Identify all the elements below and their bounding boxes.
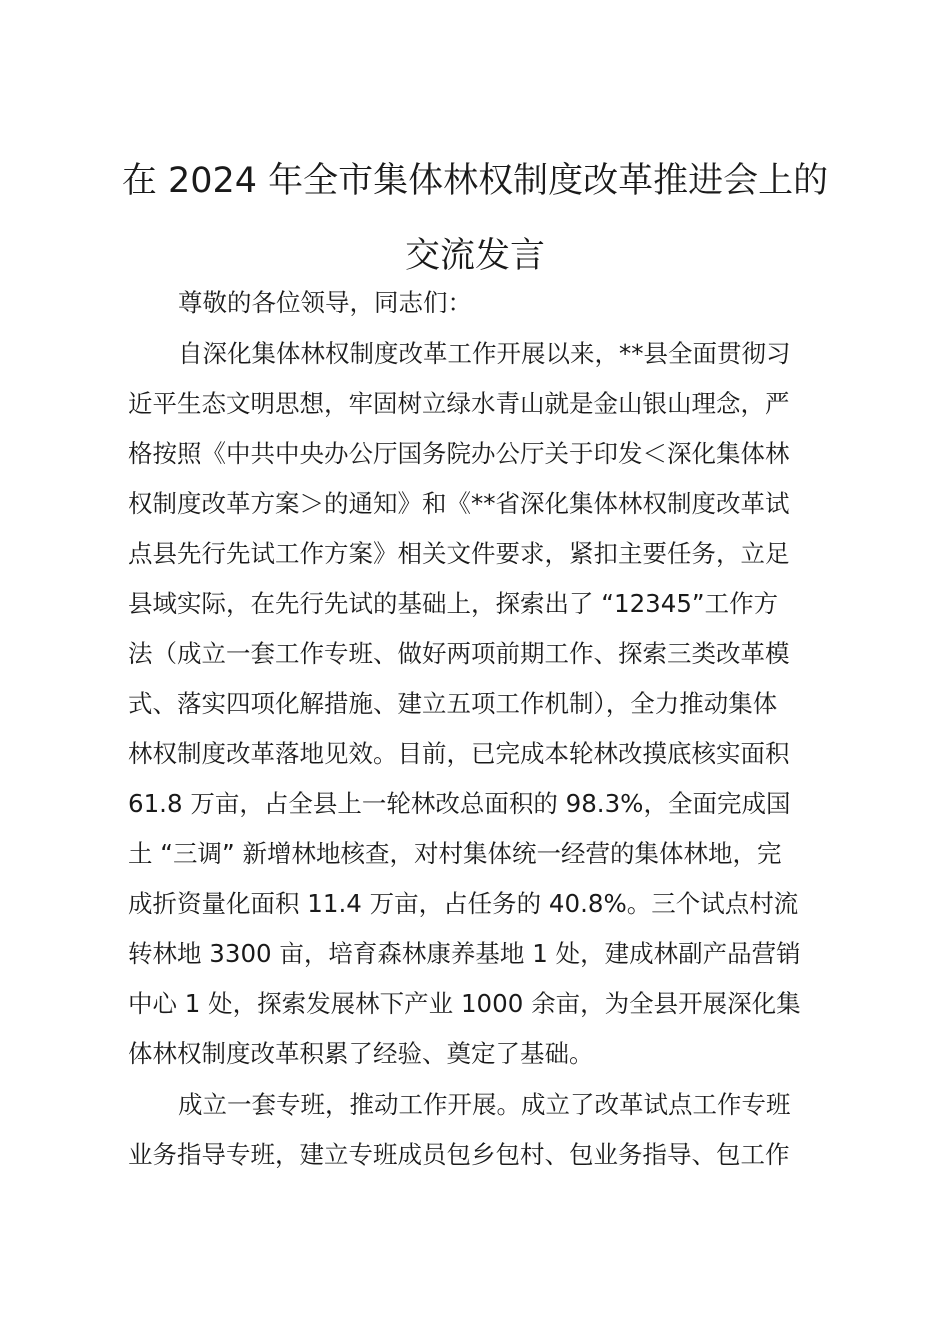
salutation: 尊敬的各位领导，同志们：	[178, 288, 472, 317]
paragraph-1-line: 61.8 万亩，占全县上一轮林改总面积的 98.3%，全面完成国	[128, 789, 791, 818]
paragraph-2-line: 成立一套专班，推动工作开展。成立了改革试点工作专班	[178, 1090, 791, 1119]
paragraph-1-line: 权制度改革方案＞的通知》和《**省深化集体林权制度改革试	[128, 489, 790, 518]
paragraph-2-line: 业务指导专班，建立专班成员包乡包村、包业务指导、包工作	[128, 1140, 790, 1169]
paragraph-1-line: 转林地 3300 亩，培育森林康养基地 1 处，建成林副产品营销	[128, 939, 801, 968]
paragraph-1-line: 近平生态文明思想，牢固树立绿水青山就是金山银山理念，严	[128, 389, 790, 418]
paragraph-1-line: 式、落实四项化解措施、建立五项工作机制），全力推动集体	[128, 689, 778, 718]
paragraph-1-line: 点县先行先试工作方案》相关文件要求，紧扣主要任务，立足	[128, 539, 790, 568]
paragraph-1-line: 县域实际，在先行先试的基础上，探索出了 “12345”工作方	[128, 589, 779, 618]
document-title-line-2: 交流发言	[404, 236, 545, 276]
document-title-line-1: 在 2024 年全市集体林权制度改革推进会上的	[121, 161, 829, 201]
paragraph-1-line: 林权制度改革落地见效。目前，已完成本轮林改摸底核实面积	[128, 739, 790, 768]
paragraph-1-line: 格按照《中共中央办公厅国务院办公厅关于印发＜深化集体林	[128, 439, 790, 468]
paragraph-1-line: 体林权制度改革积累了经验、奠定了基础。	[128, 1039, 594, 1068]
paragraph-1-line: 中心 1 处，探索发展林下产业 1000 余亩，为全县开展深化集	[128, 989, 801, 1018]
paragraph-1-line: 自深化集体林权制度改革工作开展以来，**县全面贯彻习	[178, 339, 791, 368]
paragraph-1-line: 成折资量化面积 11.4 万亩，占任务的 40.8%。三个试点村流	[128, 889, 799, 918]
paragraph-1-line: 土 “三调” 新增林地核查，对村集体统一经营的集体林地，完	[128, 839, 782, 868]
paragraph-1-line: 法（成立一套工作专班、做好两项前期工作、探索三类改革模	[128, 639, 790, 668]
